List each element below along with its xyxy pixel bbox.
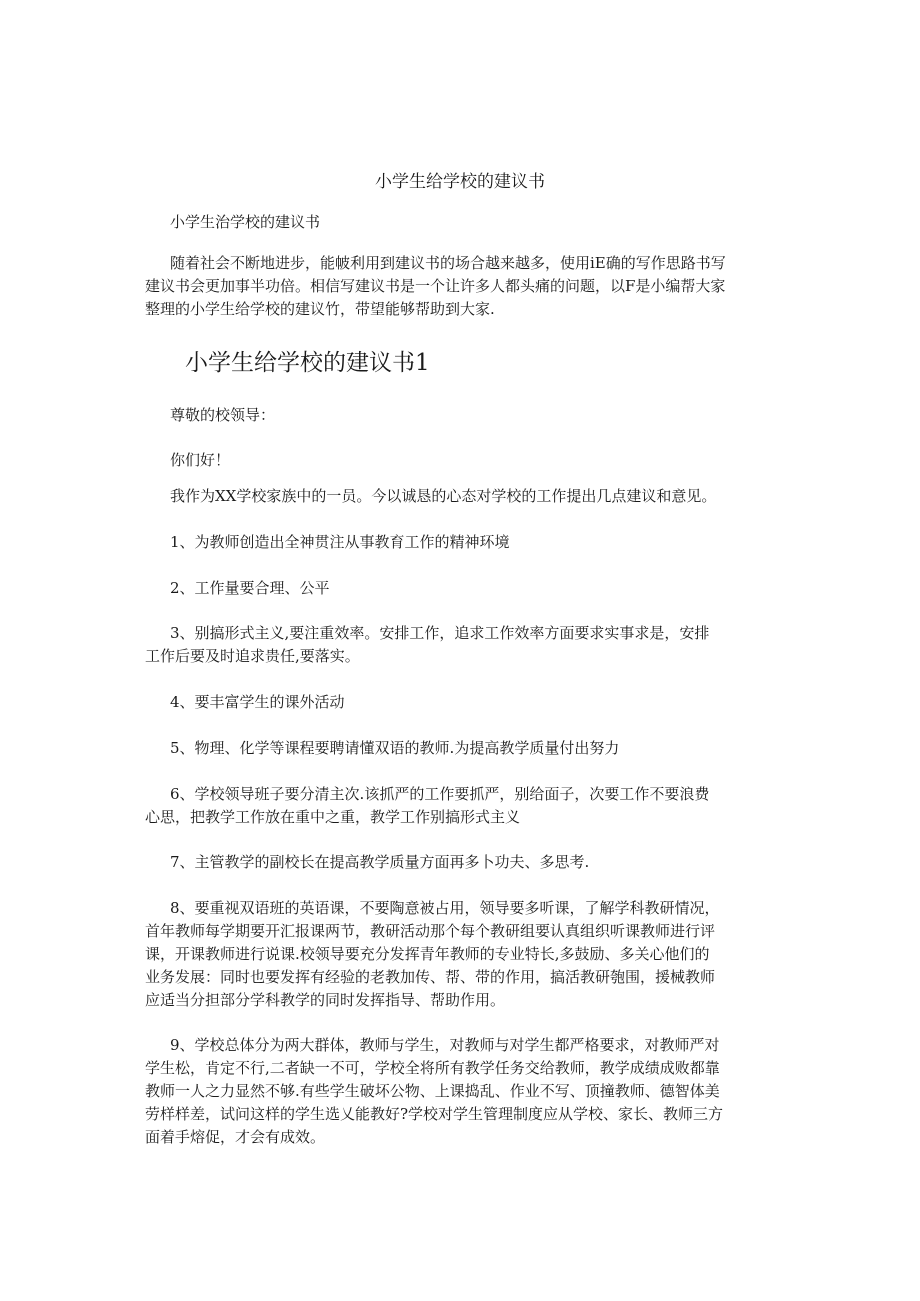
item-line: 首年教师每学期要开汇报课两节，教研活动那个每个教研组要认真组织听课教师进行评 xyxy=(145,922,716,940)
item-line: 3、别搞形式主义,要注重效率。安排工作，追求工作效率方面要求实事求是，安排 xyxy=(170,624,710,642)
document-title: 小学生给学校的建议书 xyxy=(375,172,545,192)
salutation: 尊敬的校领导： xyxy=(170,406,276,424)
suggestion-item-5: 5、物理、化学等课程要聘请懂双语的教师.为提高教学质量付出努力 xyxy=(170,739,620,757)
item-line: 9、学校总体分为两大群体，教师与学生，对教师与对学生都严格要求，对教师严对 xyxy=(170,1036,720,1054)
opening-paragraph: 我作为XX学校家族中的一员。今以诚恳的心态对学校的工作提出几点建议和意见。 xyxy=(170,487,717,505)
item-line: 劳样样差，试问这样的学生选乂能教好?学校对学生管理制度应从学校、家长、教师三方 xyxy=(145,1105,724,1123)
intro-line: 整理的小学生给学校的建议竹，带望能够帮助到大家. xyxy=(145,300,495,318)
suggestion-item-3 xyxy=(145,622,785,668)
item-line: 工作后要及时追求贵任,要落实。 xyxy=(145,647,360,665)
suggestion-item-2: 2、工作量要合理、公平 xyxy=(170,579,330,597)
suggestion-item-6 xyxy=(145,783,785,829)
suggestion-item-7: 7、主管教学的副校长在提高教学质量方面再多卜功夫、多思考. xyxy=(170,853,590,871)
suggestion-item-1: 1、为教师创造出全神贯注从事教育工作的精神环境 xyxy=(170,533,510,551)
intro-line: 建议书会更加事半功倍。相信写建议书是一个让许多人都头痛的问题，以F是小编帮大家 xyxy=(145,277,726,295)
item-line: 业务发展：同时也要发挥有经验的老教加传、帮、带的作用，搞活教研匏围，援械教师 xyxy=(145,968,716,986)
document-subtitle: 小学生治学校的建议书 xyxy=(170,213,321,231)
item-line: 8、要重视双语班的英语课，不要陶意被占用，领导要多听课，了解学科教研情况， xyxy=(170,899,720,917)
item-line: 教师一人之力显然不够.有些学生破坏公物、上课捣乱、作业不写、顶撞教师、德智体美 xyxy=(145,1082,720,1100)
item-line: 课，开课教师进行说课.校领导要充分发挥青年教师的专业特长,多鼓励、多关心他们的 xyxy=(145,945,710,963)
suggestion-item-8 xyxy=(145,897,785,1012)
item-line: 面着手熔促，才会有成效。 xyxy=(145,1128,326,1146)
suggestion-item-9 xyxy=(145,1034,785,1149)
item-line: 应适当分担部分学科教学的同时发挥指导、帮助作用。 xyxy=(145,991,506,1009)
suggestion-item-4: 4、要丰富学生的课外活动 xyxy=(170,693,345,711)
greeting: 你们好！ xyxy=(170,451,231,469)
item-line: 学生松，肯定不行,二者缺一不可，学校全将所有教学任务交给教师，教学成绩成败都靠 xyxy=(145,1059,720,1077)
item-line: 6、学校领导班子要分清主次.该抓严的工作要抓严，别给面子，次要工作不要浪费 xyxy=(170,785,710,803)
intro-line: 随着社会不断地进步，能帔利用到建议书的场合越来越多，使用iE确的写作思路书写 xyxy=(170,254,726,272)
intro-paragraph xyxy=(145,252,785,321)
section-title: 小学生给学校的建议书1 xyxy=(185,350,430,376)
item-line: 心思，把教学工作放在重中之重，教学工作别搞形式主义 xyxy=(145,808,521,826)
